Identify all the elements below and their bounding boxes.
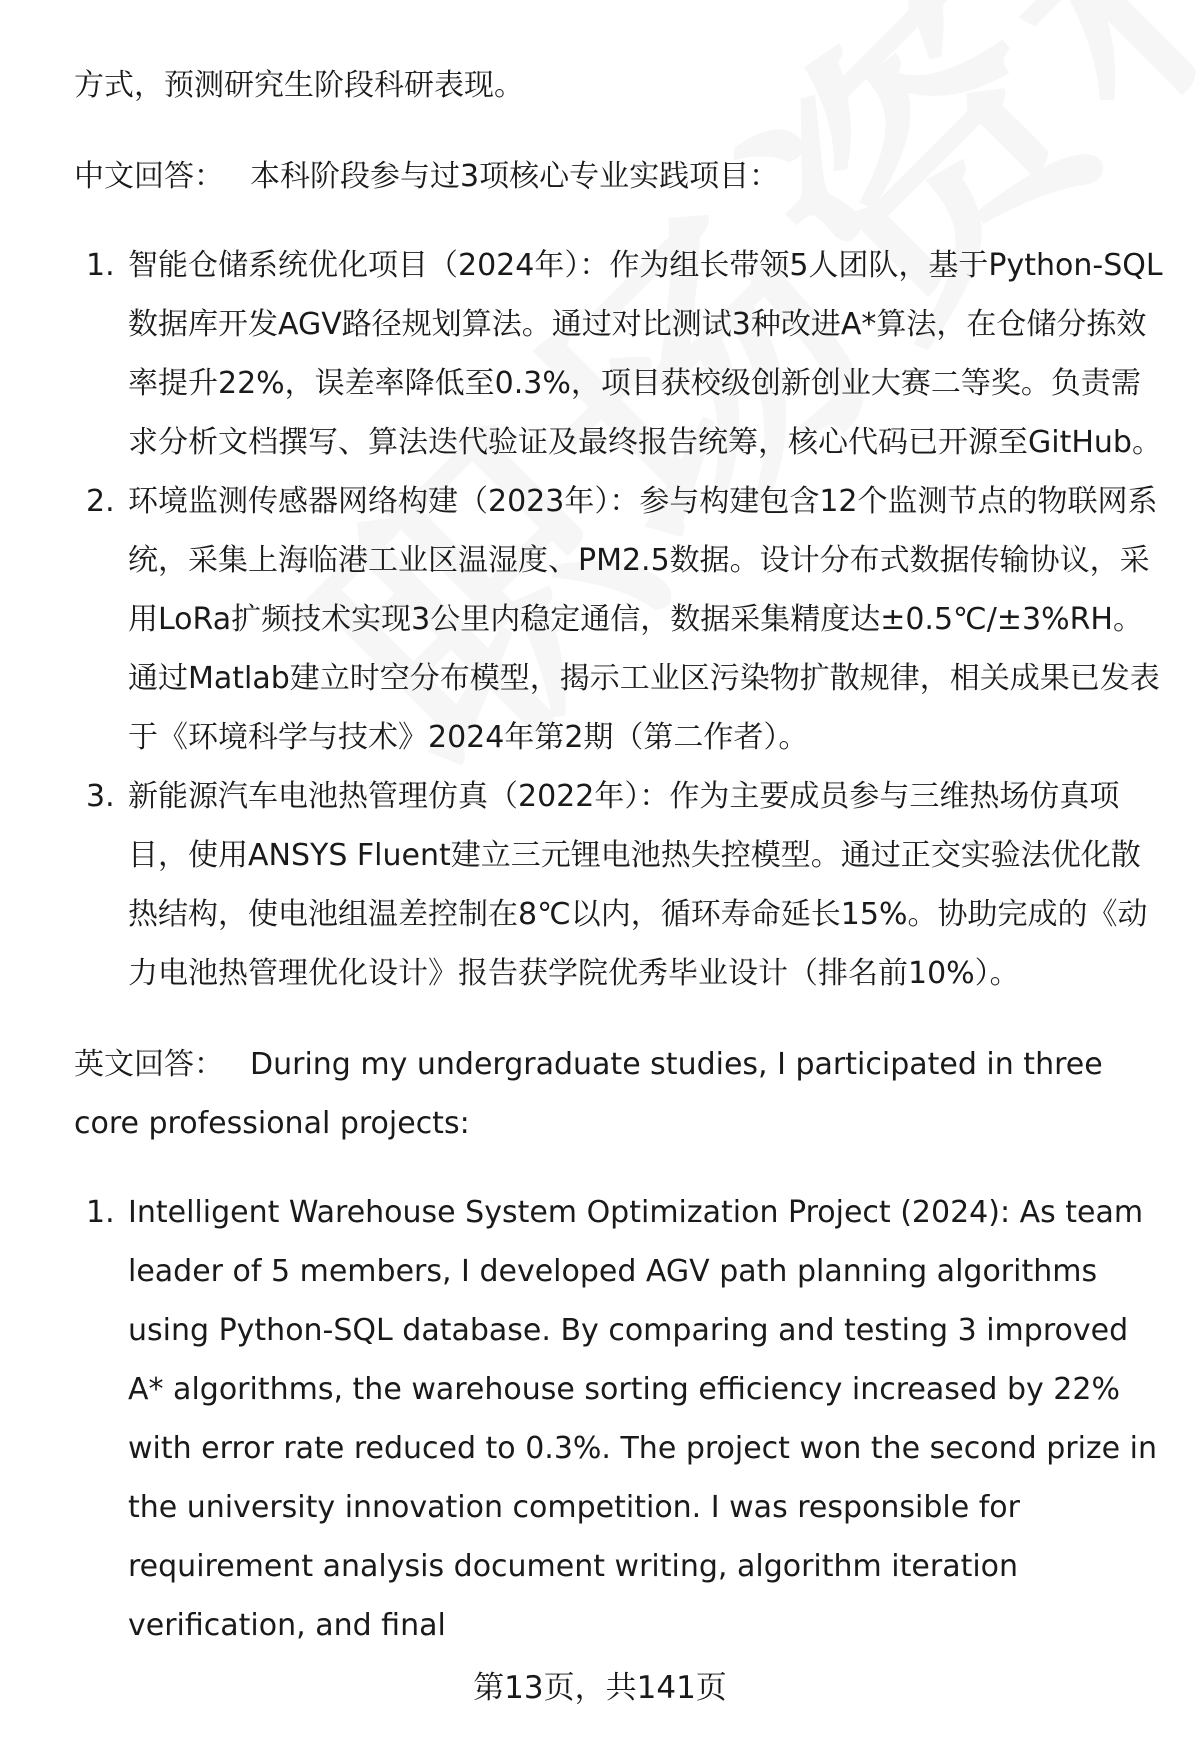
list-item [74, 472, 1164, 767]
english-answer-lead-text: During my undergraduate studies, I participated in three core professional projects: [74, 1047, 1103, 1141]
list-item-text: 新能源汽车电池热管理仿真（2022年）：作为主要成员参与三维热场仿真项目，使用ANSYS Fluent建立三元锂电池热失控模型。通过正交实验法优化散热结构，使电池组温差控制在8℃以内，循环寿命延长15%。协助完成的《动力电池热管理优化设计》报告获学院优秀毕业设计（排名前10%）。 [128, 779, 1148, 991]
list-item-text: 环境监测传感器网络构建（2023年）：参与构建包含12个监测节点的物联网系统，采集上海临港工业区温湿度、PM2.5数据。设计分布式数据传输协议，采用LoRa扩频技术实现3公里内稳定通信，数据采集精度达±0.5℃/±3%RH。通过Matlab建立时空分布模型，揭示工业区污染物扩散规律，相关成果已发表于《环境科学与技术》2024年第2期（第二作者）。 [128, 484, 1160, 755]
english-project-list [74, 1183, 1164, 1655]
list-number: 3. [86, 779, 115, 814]
english-answer-label: 英文回答： [74, 1047, 224, 1082]
english-answer-lead [74, 1035, 1164, 1153]
intro-tail-paragraph: 方式，预测研究生阶段科研表现。 [74, 68, 524, 103]
list-item-text: 智能仓储系统优化项目（2024年）：作为组长带领5人团队，基于Python-SQL数据库开发AGV路径规划算法。通过对比测试3种改进A*算法，在仓储分拣效率提升22%，误差率降低至0.3%，项目获校级创新创业大赛二等奖。负责需求分析文档撰写、算法迭代验证及最终报告统筹，核心代码已开源至GitHub。 [128, 248, 1163, 460]
list-number: 1. [86, 1195, 115, 1230]
chinese-project-list [74, 236, 1164, 1003]
document-body [74, 56, 1164, 1655]
list-item-text: Intelligent Warehouse System Optimization Project (2024): As team leader of 5 members, I developed AGV path planning algorithms using Python-SQL database. By comparing and testing 3 improved A* algorithms, the warehouse sorting efficiency increased by 22% with error rate reduced to 0.3%. The project won the second prize in the university innovation competition. I was responsible for requirement analysis document writing, algorithm iteration verification, and final [128, 1195, 1158, 1643]
list-item [74, 236, 1164, 472]
chinese-answer-label: 中文回答： [74, 159, 224, 194]
chinese-answer-lead [74, 147, 1164, 206]
list-item [74, 1183, 1164, 1655]
list-number: 1. [86, 248, 115, 283]
list-item [74, 767, 1164, 1003]
list-number: 2. [86, 484, 115, 519]
chinese-answer-lead-text: 本科阶段参与过3项核心专业实践项目： [250, 159, 780, 194]
page-footer: 第13页，共141页 [473, 1670, 727, 1706]
